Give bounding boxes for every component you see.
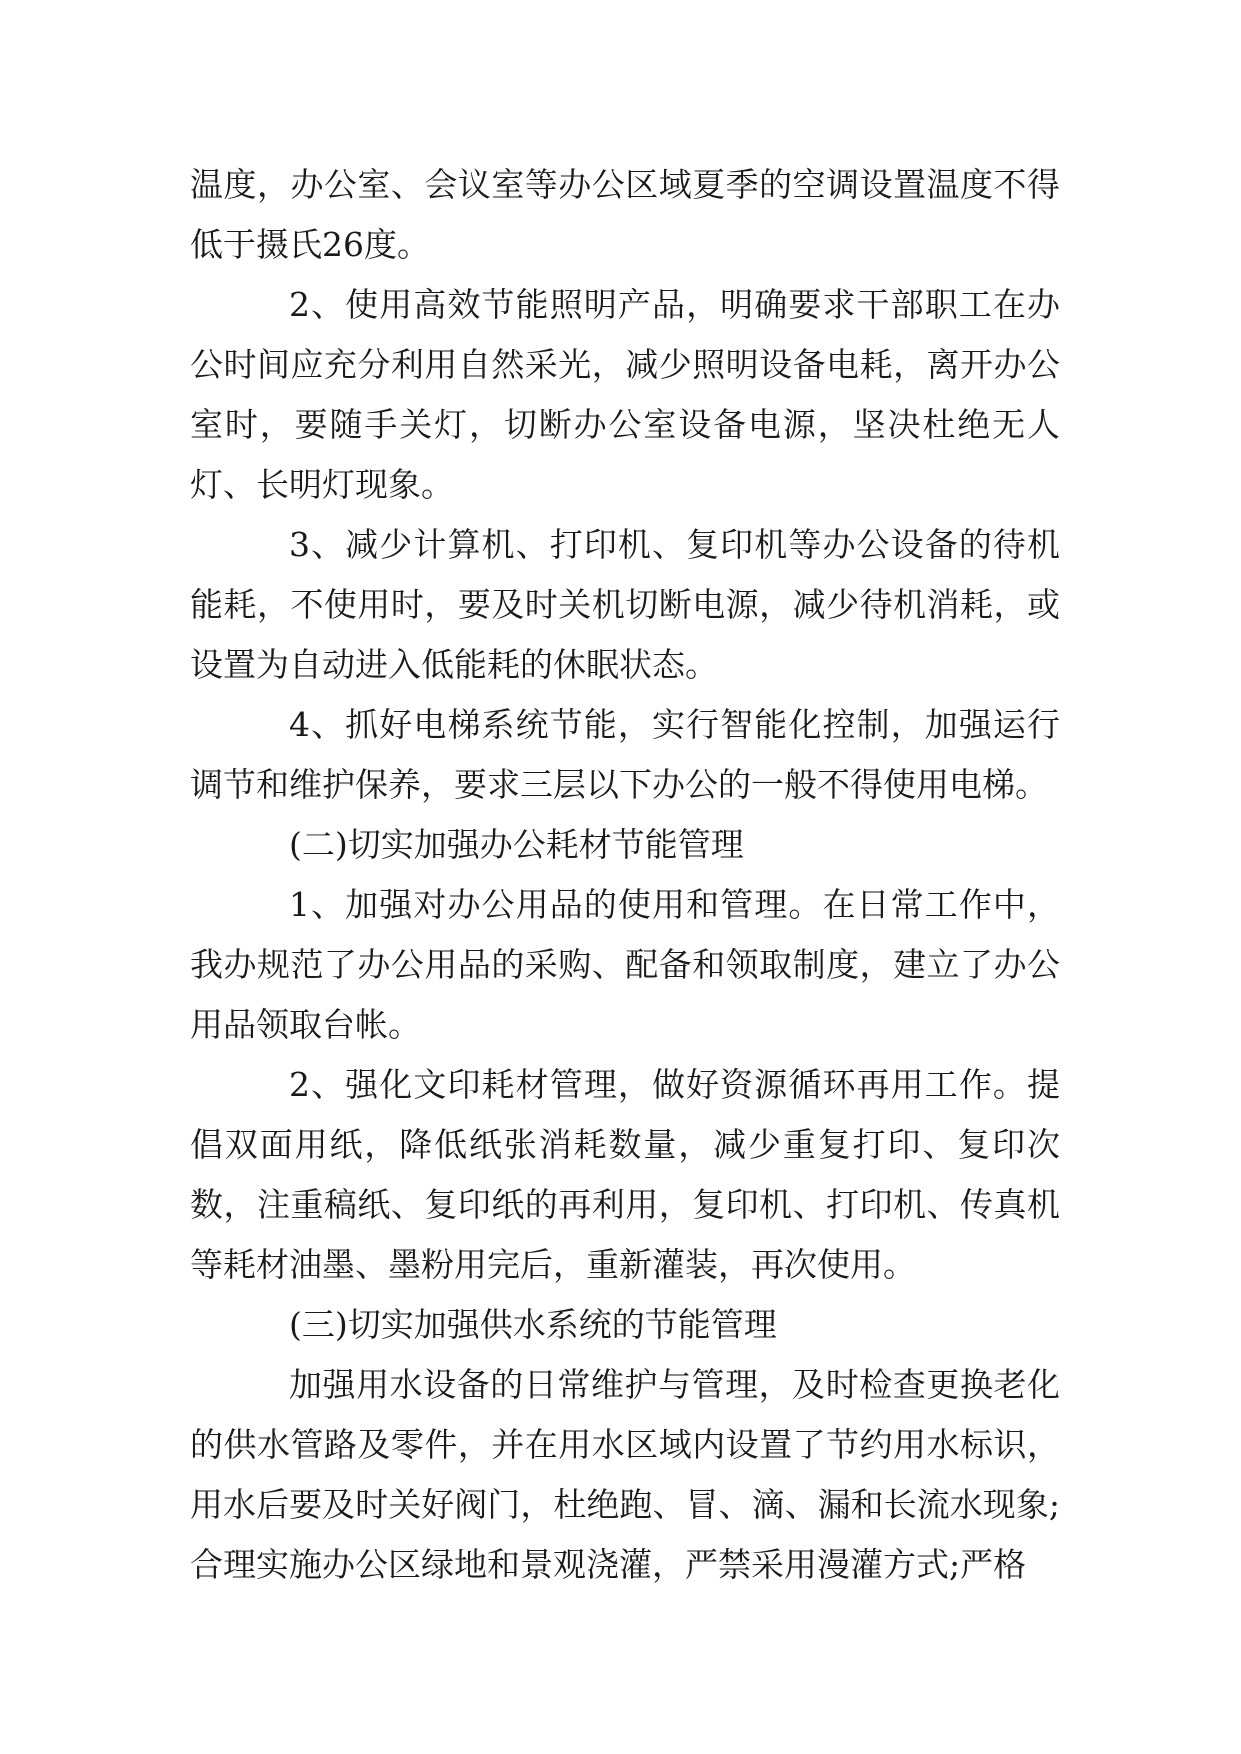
section-heading: (二)切实加强办公耗材节能管理 [289,825,744,864]
document-body [190,155,1060,1595]
paragraph: 2、使用高效节能照明产品，明确要求干部职工在办公时间应充分利用自然采光，减少照明设备电耗，离开办公室时，要随手关灯，切断办公室设备电源，坚决杜绝无人灯、长明灯现象。 [190,285,1060,504]
paragraph: 2、强化文印耗材管理，做好资源循环再用工作。提倡双面用纸，降低纸张消耗数量，减少重复打印、复印次数，注重稿纸、复印纸的再利用，复印机、打印机、传真机等耗材油墨、墨粉用完后，重新灌装，再次使用。 [190,1065,1060,1284]
section-heading: (三)切实加强供水系统的节能管理 [289,1305,777,1344]
paragraph: 加强用水设备的日常维护与管理，及时检查更换老化的供水管路及零件，并在用水区域内设置了节约用水标识，用水后要及时关好阀门，杜绝跑、冒、滴、漏和长流水现象;合理实施办公区绿地和景观浇灌，严禁采用漫灌方式;严格 [190,1365,1060,1584]
paragraph: 温度，办公室、会议室等办公区域夏季的空调设置温度不得低于摄氏26度。 [190,165,1060,264]
paragraph: 1、加强对办公用品的使用和管理。在日常工作中，我办规范了办公用品的采购、配备和领取制度，建立了办公用品领取台帐。 [190,885,1060,1044]
paragraph: 3、减少计算机、打印机、复印机等办公设备的待机能耗，不使用时，要及时关机切断电源，减少待机消耗，或设置为自动进入低能耗的休眠状态。 [190,525,1060,684]
paragraph: 4、抓好电梯系统节能，实行智能化控制，加强运行调节和维护保养，要求三层以下办公的一般不得使用电梯。 [190,705,1060,804]
